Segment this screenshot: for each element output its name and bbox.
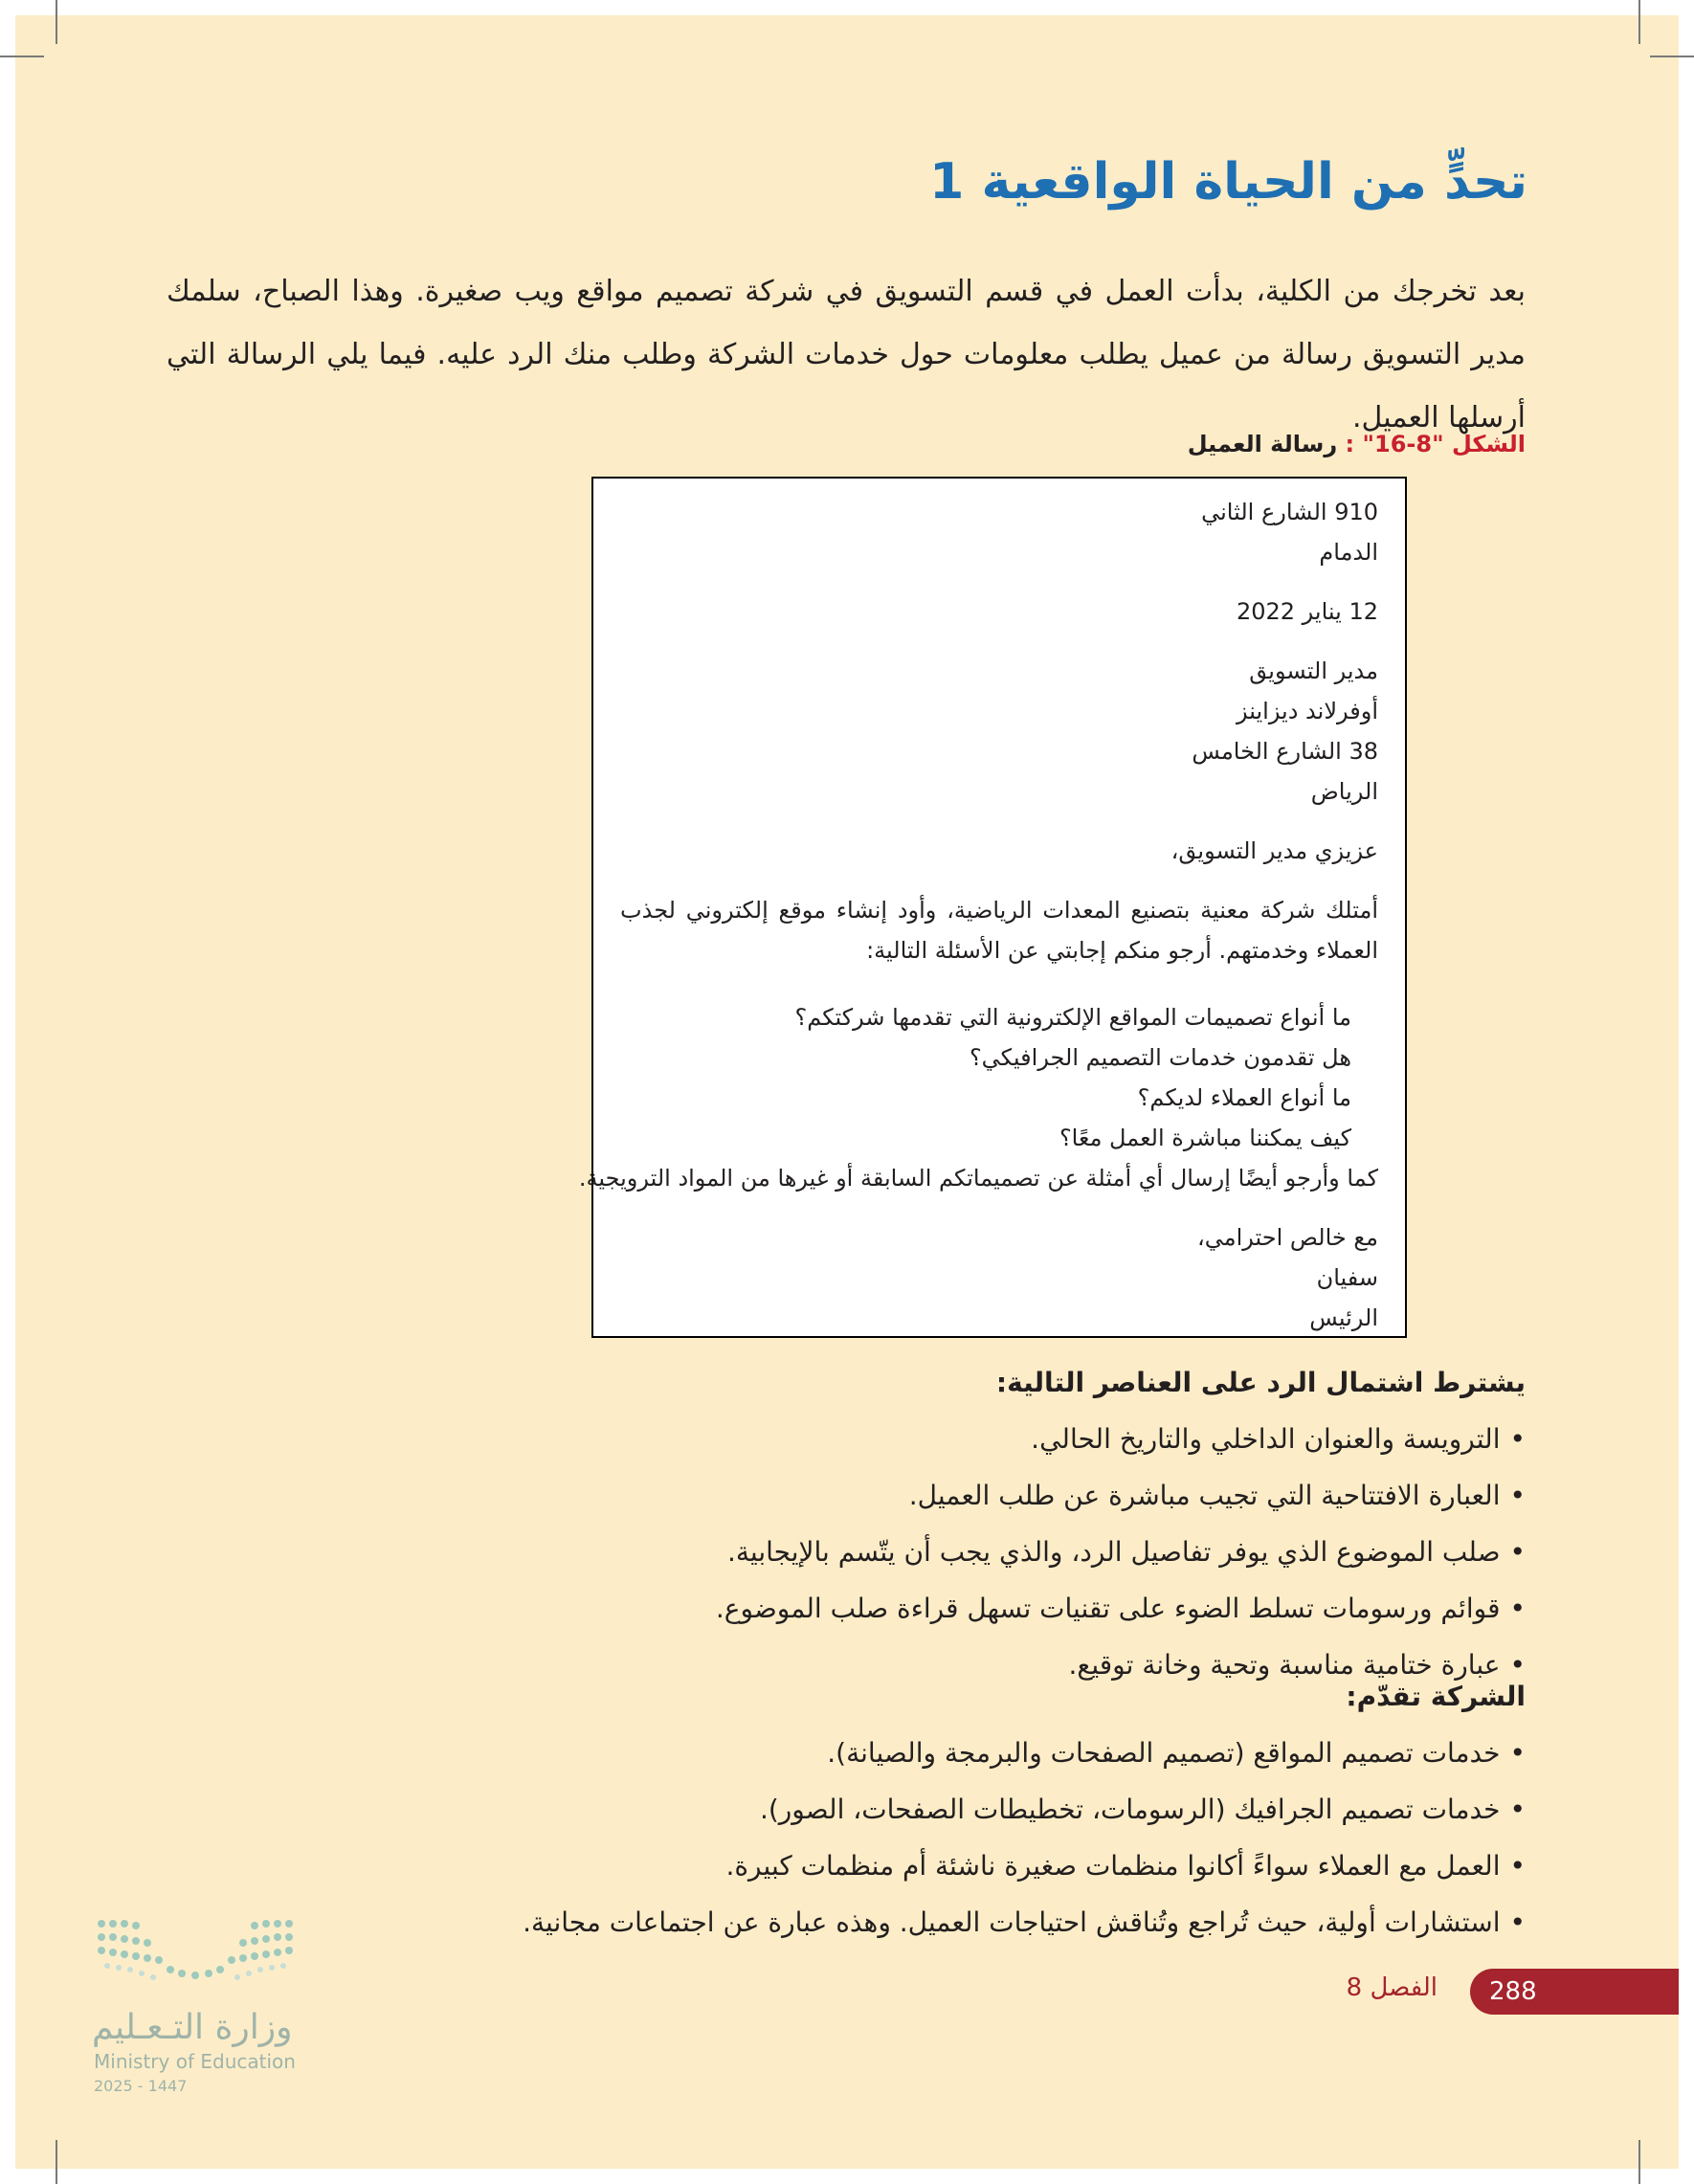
list-item: • خدمات تصميم الجرافيك (الرسومات، تخطيطات الصفحات، الصور). — [523, 1781, 1526, 1838]
list-item: • العبارة الافتتاحية التي تجيب مباشرة عن طلب العميل. — [716, 1467, 1526, 1524]
crop-mark — [1638, 0, 1640, 44]
letter-question: كيف يمكننا مباشرة العمل معًا؟ — [1059, 1125, 1351, 1151]
letter-question: ما أنواع العملاء لديكم؟ — [1137, 1084, 1351, 1111]
ministry-name-arabic: وزارة التـعـليم — [92, 2008, 293, 2047]
figure-caption-label: الشكل "8-16" : — [1345, 431, 1526, 457]
crop-mark — [1638, 2140, 1640, 2184]
letter-recipient-city: الرياض — [1310, 778, 1378, 805]
figure-caption-text: رسالة العميل — [1187, 431, 1338, 457]
letter-salutation: عزيزي مدير التسويق، — [1170, 837, 1378, 864]
ministry-logo-icon — [92, 1914, 302, 2000]
offers-heading: الشركة تقدّم: — [1346, 1681, 1526, 1712]
crop-mark — [0, 56, 44, 57]
letter-recipient-company: أوفرلاند ديزاينز — [1236, 698, 1378, 724]
page-number-badge — [1470, 1969, 1679, 2015]
figure-caption — [1188, 431, 1526, 457]
requirements-list — [716, 1411, 1526, 1693]
letter-signoff: مع خالص احترامي، — [1196, 1224, 1378, 1251]
requirements-heading: يشترط اشتمال الرد على العناصر التالية: — [995, 1367, 1526, 1398]
ministry-name-english: Ministry of Education — [94, 2050, 296, 2073]
letter-signer-name: سفيان — [1316, 1264, 1378, 1291]
letter-closing-request: كما وأرجو أيضًا إرسال أي أمثلة عن تصميماتكم السابقة أو غيرها من المواد الترويجية. — [578, 1165, 1378, 1192]
client-letter — [578, 477, 1407, 1338]
letter-recipient-title: مدير التسويق — [1249, 657, 1378, 684]
letter-date: 12 يناير 2022 — [1236, 598, 1378, 625]
crop-mark — [56, 2140, 57, 2184]
offers-list — [523, 1725, 1526, 1950]
list-item: • خدمات تصميم المواقع (تصميم الصفحات والبرمجة والصيانة). — [523, 1725, 1526, 1781]
letter-question: هل تقدمون خدمات التصميم الجرافيكي؟ — [969, 1044, 1351, 1071]
list-item: • قوائم ورسومات تسلط الضوء على تقنيات تسهل قراءة صلب الموضوع. — [716, 1580, 1526, 1637]
letter-address-line: 910 الشارع الثاني — [1201, 499, 1378, 525]
chapter-label: الفصل 8 — [1346, 1973, 1438, 2002]
letter-address-city: الدمام — [1319, 539, 1378, 566]
letter-signer-position: الرئيس — [1309, 1304, 1378, 1331]
letter-body: أمتلك شركة معنية بتصنيع المعدات الرياضية، وأود إنشاء موقع إلكتروني لجذب العملاء وخدمتهم. أرجو منكم إجابتي عن الأسئلة التالية: — [620, 897, 1378, 964]
list-item: • استشارات أولية، حيث تُراجع وتُناقش احتياجات العميل. وهذه عبارة عن اجتماعات مجانية. — [523, 1894, 1526, 1950]
crop-mark — [56, 0, 57, 44]
crop-mark — [1650, 56, 1694, 57]
list-item: • الترويسة والعنوان الداخلي والتاريخ الحالي. — [716, 1411, 1526, 1467]
intro-paragraph: بعد تخرجك من الكلية، بدأت العمل في قسم التسويق في شركة تصميم مواقع ويب صغيرة. وهذا الصباح، سلمك مدير التسويق رسالة من عميل يطلب معلومات حول خدمات الشركة وطلب منك الرد عليه. فيما يلي الرسالة التي أرسلها العميل. — [167, 275, 1526, 435]
page-number: 288 — [1489, 1977, 1537, 2006]
letter-recipient-street: 38 الشارع الخامس — [1192, 738, 1378, 765]
letter-question: ما أنواع تصميمات المواقع الإلكترونية التي تقدمها شركتكم؟ — [794, 1004, 1351, 1031]
list-item: • صلب الموضوع الذي يوفر تفاصيل الرد، والذي يجب أن يتّسم بالإيجابية. — [716, 1524, 1526, 1580]
ministry-year: 2025 - 1447 — [94, 2077, 188, 2095]
list-item: • عبارة ختامية مناسبة وتحية وخانة توقيع. — [716, 1637, 1526, 1693]
list-item: • العمل مع العملاء سواءً أكانوا منظمات صغيرة ناشئة أم منظمات كبيرة. — [523, 1838, 1526, 1894]
page-title: تحدٍّ من الحياة الواقعية 1 — [929, 153, 1527, 211]
